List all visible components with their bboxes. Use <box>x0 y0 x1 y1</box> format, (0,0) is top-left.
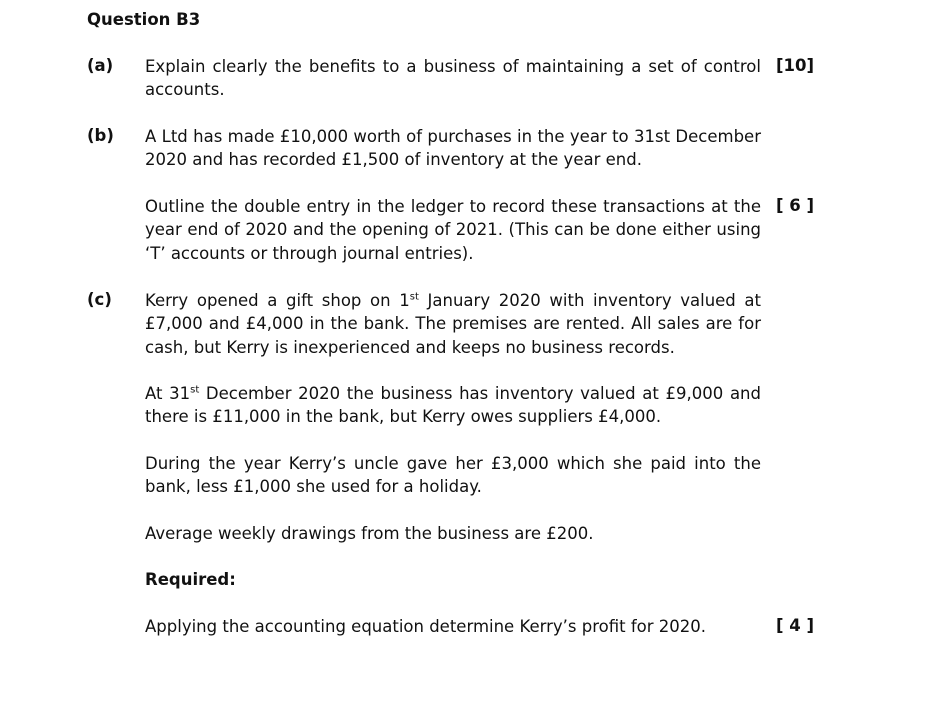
part-a-text: Explain clearly the benefits to a business of maintaining a set of control accounts. <box>145 57 761 100</box>
part-c-label: (c) <box>87 290 112 309</box>
part-c-p1-before: Kerry opened a gift shop on 1 <box>145 291 410 310</box>
part-b-marks: [ 6 ] <box>776 196 815 215</box>
part-c-p2-after: December 2020 the business has inventory valued at £9,000 and there is £11,000 in the bank, but Kerry owes suppliers £4,000. <box>145 384 761 427</box>
question-title: Question B3 <box>87 10 201 29</box>
part-c-paragraph-5: Applying the accounting equation determine Kerry’s profit for 2020. <box>145 617 706 636</box>
part-c-paragraph-4: Average weekly drawings from the business are £200. <box>145 524 594 543</box>
part-b-text-2: Outline the double entry in the ledger to record these transactions at the year end of 2020 and the opening of 2021. (This can be done either using ‘T’ accounts or through journal entries). <box>145 197 761 263</box>
part-c-paragraph-3: During the year Kerry’s uncle gave her £3,000 which she paid into the bank, less £1,000 she used for a holiday. <box>145 454 761 497</box>
part-c-p1-sup: st <box>409 291 419 303</box>
part-c-p2-before: At 31 <box>145 384 191 403</box>
part-c-required-heading: Required: <box>145 570 236 589</box>
part-c-p2-sup: st <box>190 384 200 396</box>
part-a-label: (a) <box>87 56 114 75</box>
part-c-paragraph-1 <box>145 289 761 359</box>
part-b-label: (b) <box>87 126 114 145</box>
part-c-p1-after: January 2020 with inventory valued at £7,000 and £4,000 in the bank. The premises are rented. All sales are for cash, but Kerry is inexperienced and keeps no business records. <box>145 291 762 357</box>
part-b-text-1: A Ltd has made £10,000 worth of purchases in the year to 31st December 2020 and has recorded £1,500 of inventory at the year end. <box>145 127 761 170</box>
part-c-marks: [ 4 ] <box>776 616 815 635</box>
part-a-marks: [10] <box>776 56 815 75</box>
part-c-paragraph-2 <box>145 382 761 429</box>
